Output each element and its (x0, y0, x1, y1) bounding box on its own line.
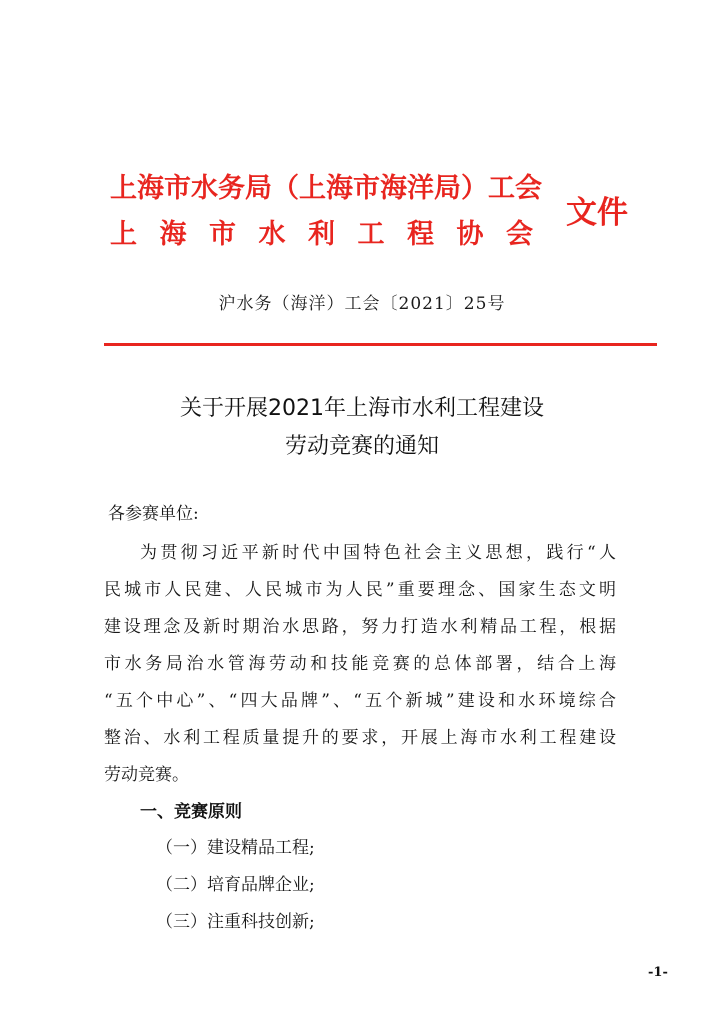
paragraph-line: 民城市人民建、人民城市为人民”重要理念、国家生态文明 (104, 580, 616, 600)
paragraph-line: 建设理念及新时期治水思路，努力打造水利精品工程，根据 (104, 617, 616, 637)
principle-item: （一）建设精品工程; (156, 838, 315, 858)
page-number: -1- (648, 965, 668, 980)
paragraph-line: 市水务局治水管海劳动和技能竞赛的总体部署，结合上海 (104, 654, 616, 674)
issuer-line-2: 上海市水利工程协会 (110, 219, 556, 250)
document-number: 沪水务（海洋）工会〔2021〕25号 (218, 294, 506, 314)
title-line-1: 关于开展2021年上海市水利工程建设 (180, 396, 544, 421)
issuer-line-1: 上海市水务局（上海市海洋局）工会 (110, 173, 542, 204)
principle-item: （三）注重科技创新; (156, 912, 315, 932)
title-line-2: 劳动竞赛的通知 (284, 434, 439, 459)
principle-item: （二）培育品牌企业; (156, 875, 315, 895)
paragraph-line: “五个中心”、“四大品牌”、“五个新城”建设和水环境综合 (104, 691, 616, 711)
section-heading: 一、竞赛原则 (140, 802, 242, 822)
red-divider (104, 343, 657, 346)
paragraph-line: 劳动竞赛。 (104, 765, 189, 785)
paragraph-line: 整治、水利工程质量提升的要求，开展上海市水利工程建设 (104, 728, 616, 748)
salutation: 各参赛单位: (108, 504, 199, 524)
paragraph-line: 为贯彻习近平新时代中国特色社会主义思想，践行“人 (140, 543, 616, 563)
file-word: 文件 (566, 195, 628, 231)
